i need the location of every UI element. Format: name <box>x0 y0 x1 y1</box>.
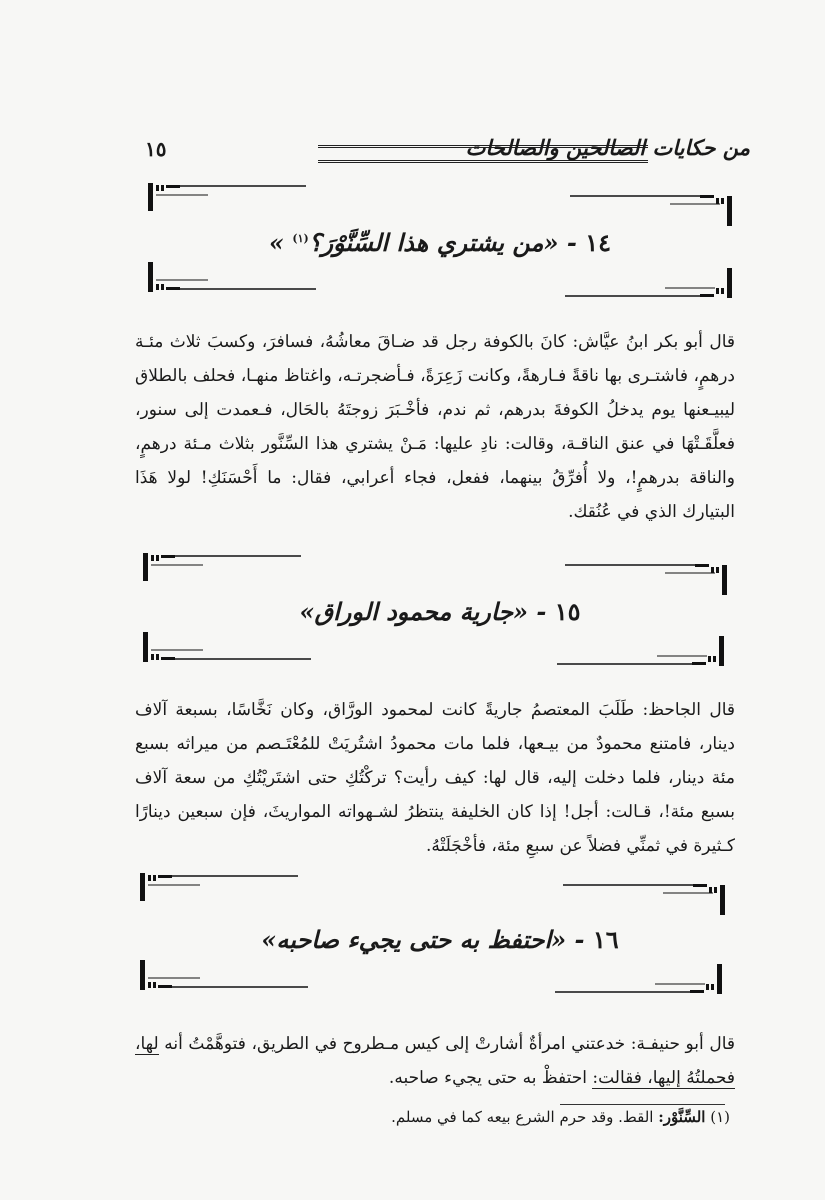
footnote-rule <box>560 1104 725 1105</box>
section-15-paragraph: قال الجاحظ: طَلَبَ المعتصمُ جاريةً كانت لمحمود الورَّاق، وكان نَخَّاسًا، بسبعة آلاف دينار، فامتنع محمودٌ من بيـعها، فلما مات محمودُ اشتُريَتْ للمُعْتَـصم من ميراثه بسبع مئة دينار، فلما دخلت إليه، قال لها: كيف رأيت؟ تركْتُكِ حتى اشتَريْتُكِ من سعة آلاف بسبع مئة!، قـالت: أجل! إذا كان الخليفة ينتظرُ لشـهواته المواريثَ، فإن سبعين دينارًا كـثيرة في ثمنِّي فضلاً عن سبعِ مئة، فأخْجَلَتْهُ. <box>135 700 735 856</box>
footnote: (١) السِّنَّوْر: القط. وقد حرم الشرع بيعه كما في مسلم. <box>391 1108 730 1126</box>
underlined-phrase: لها، فحملتُهُ إليها، فقالت: <box>135 1034 735 1088</box>
section-title-14: ١٤ - «من يشتري هذا السِّنَّوْرَ؟$^{(١)}$ » <box>268 228 612 257</box>
ornament-top-left <box>148 183 308 213</box>
ornament-bottom-left <box>148 262 318 296</box>
ornament-bottom-right <box>565 268 735 302</box>
footnote-marker: (١) <box>292 232 309 245</box>
section-14-paragraph: قال أبو بكر ابنُ عيَّاش: كانَ بالكوفة رجل قد ضـاقَ معاشُهُ، فسافرَ، وكسبَ ثلاث مئـة درهمٍ، فاشتـرى بها ناقةً فـارهةً، وكانت زَعِرَةً، فـأضجرتـه، واغتاظ منهـا، فحلف بالطلاق ليبيـعنها يوم يدخلُ الكوفةَ بدرهم، ثم ندم، فأخْـبَرَ زوجتَهُ بالحَال، فـعمدت إلى سنور، فعلَّقَـتْهَا في عنق الناقـة، وقالت: نادِ عليها: مَـنْ يشتري هذا السِّنَّور بثلاث مـئة درهمٍ، والناقة بدرهمٍ!، ولا أُفرِّقُ بينهما، ففعل، فجاء أعرابي، فقال: ما أَحْسَنَكِ! لولا هَذَا البتيارك الذي في عُنُقك. <box>135 332 735 522</box>
ornament-top-left <box>140 873 300 903</box>
ornament-top-right <box>570 194 735 228</box>
book-title: من حكايات الصالحين والصالحات <box>465 135 750 160</box>
section-16-paragraph: قال أبو حنيفـة: خدعتني امرأةٌ أشارتْ إلى كيس مـطروح في الطريق، فتوهَّمْتُ أنه لها، فحملتُهُ إليها، فقالت: احتفظْ به حتى يجيء صاحبه. <box>135 1034 735 1088</box>
running-head <box>135 133 755 173</box>
section-title-16: ١٦ - «احتفظ به حتى يجيء صاحبه» <box>261 925 619 954</box>
ornament-bottom-left <box>140 960 310 994</box>
ornament-bottom-left <box>143 632 313 666</box>
ornament-top-right <box>563 883 728 917</box>
section-title-15: ١٥ - «جارية محمود الوراق» <box>299 597 581 626</box>
ornament-top-left <box>143 553 303 583</box>
ornament-bottom-right <box>555 964 725 998</box>
ornament-top-right <box>565 563 730 597</box>
ornament-bottom-right <box>557 636 727 670</box>
page-number: ١٥ <box>145 137 167 161</box>
